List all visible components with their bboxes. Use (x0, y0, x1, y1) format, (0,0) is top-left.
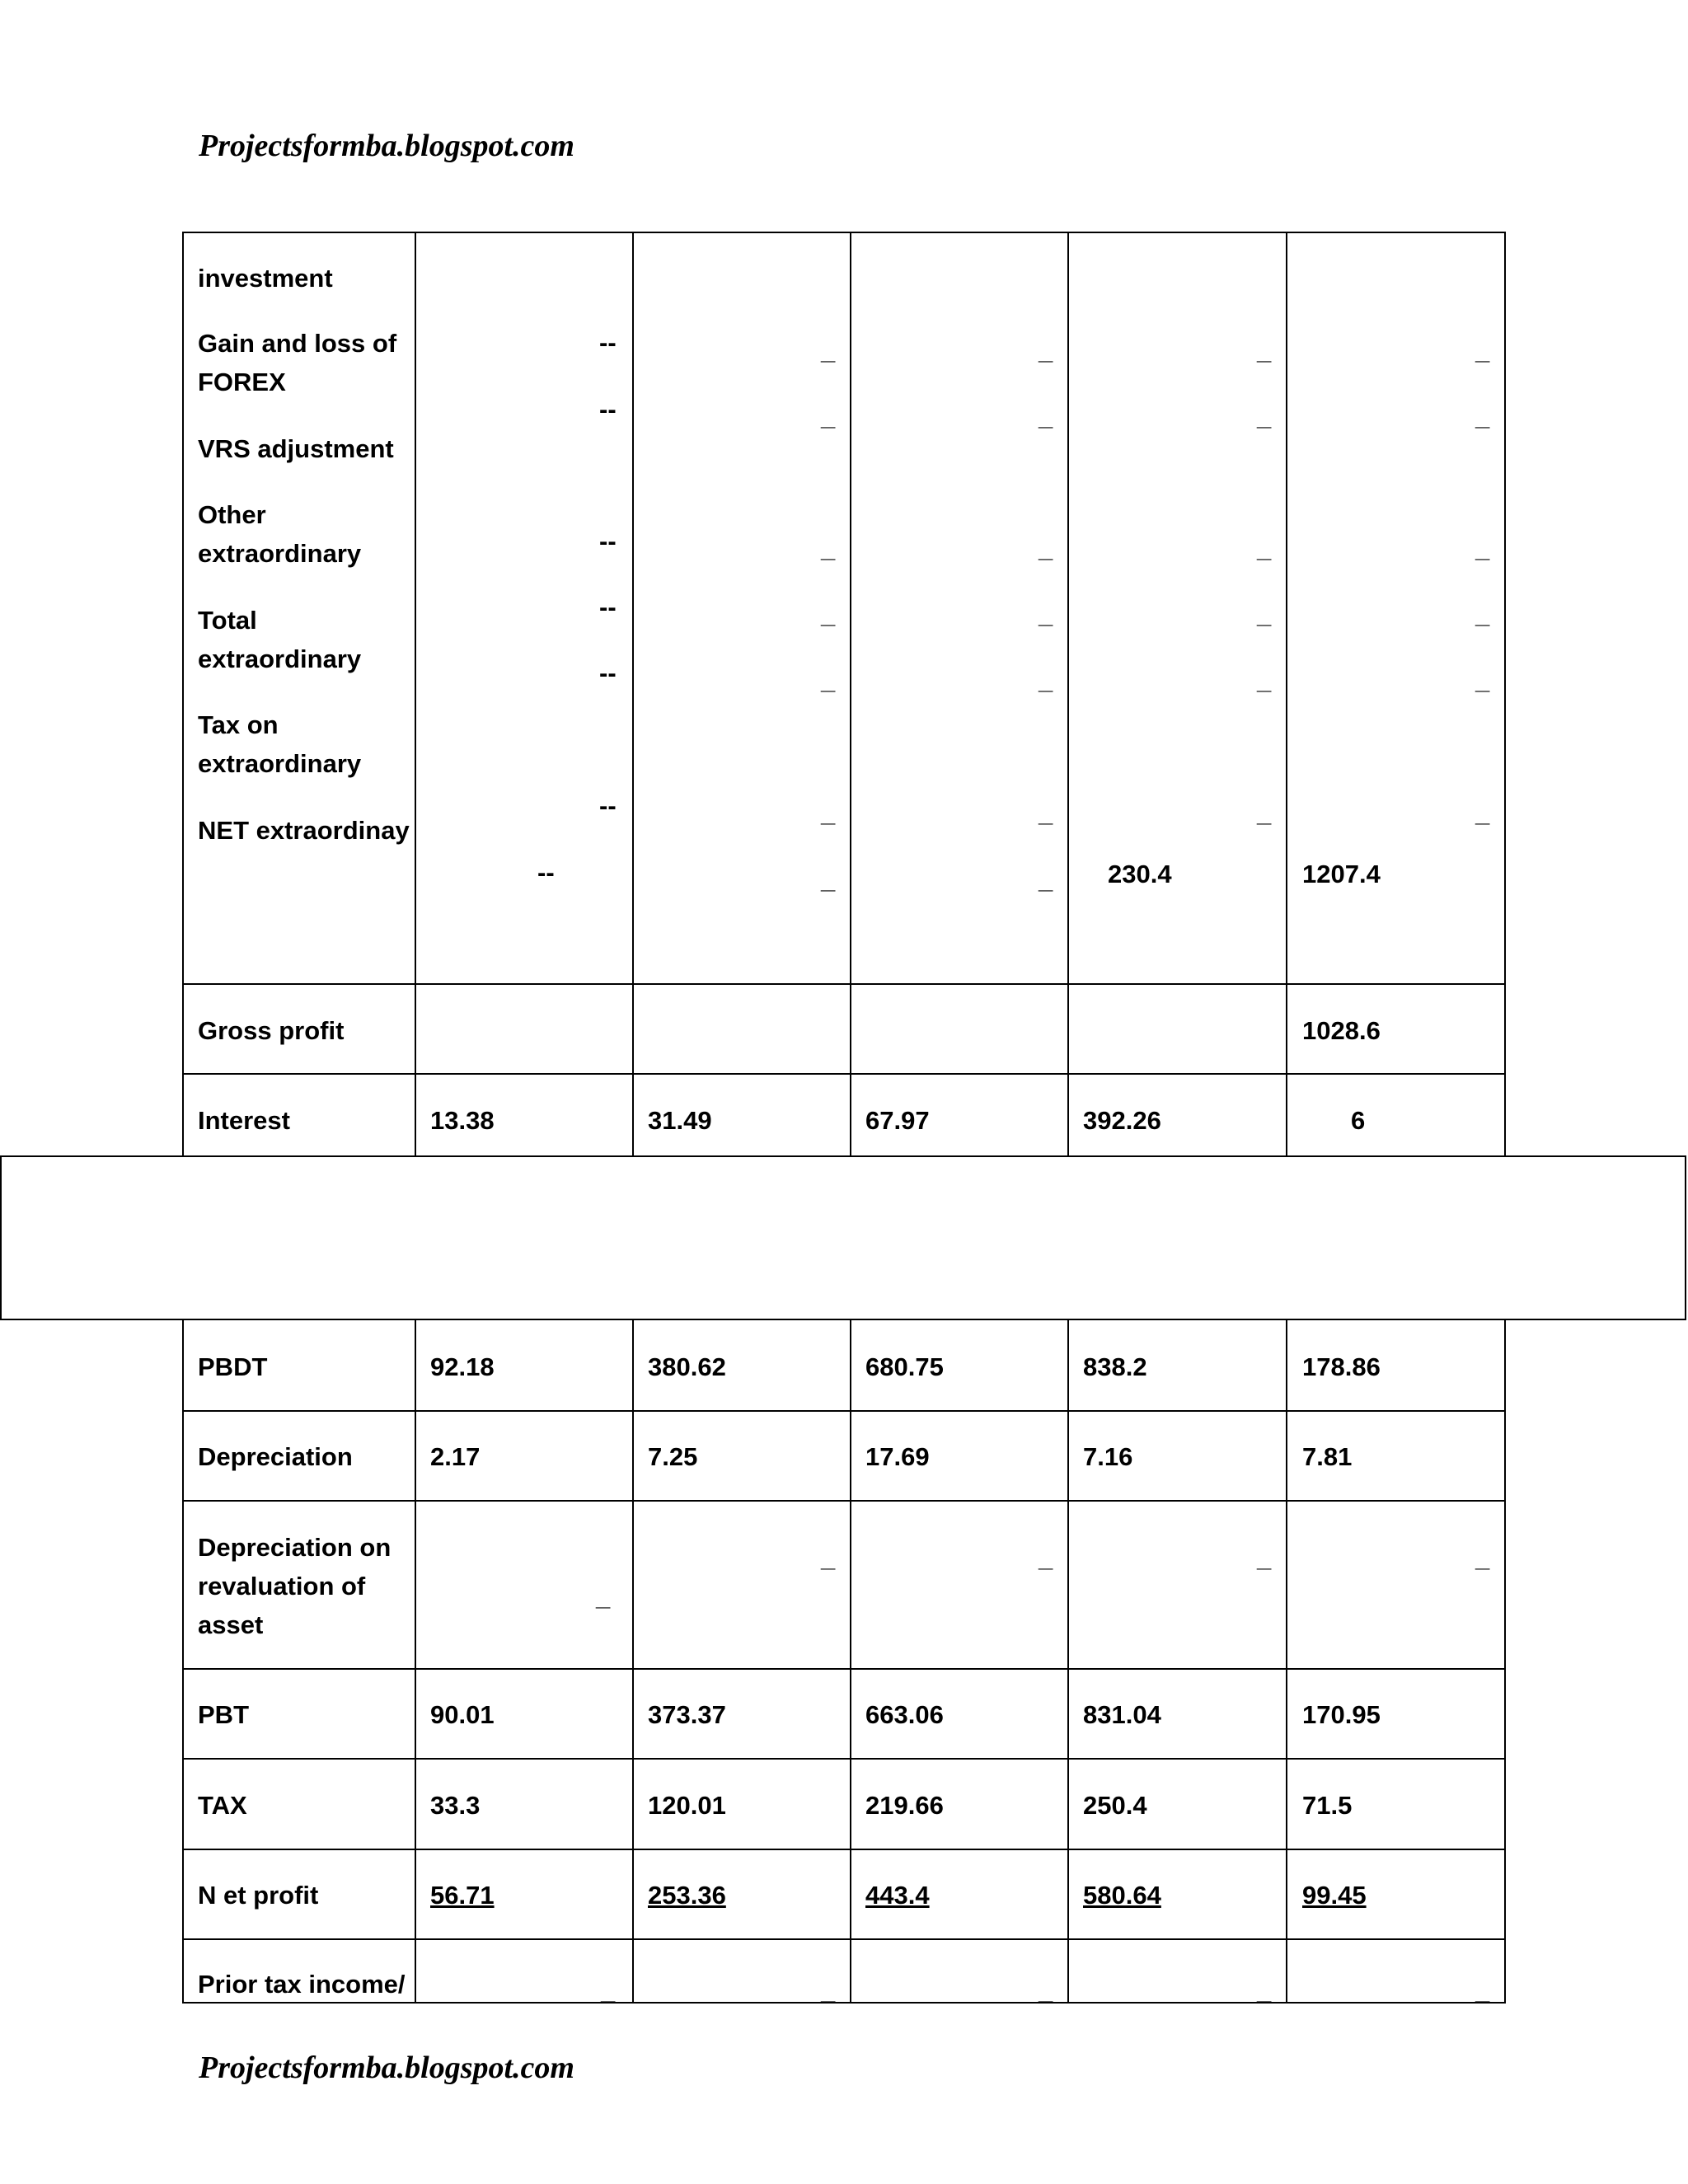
empty-cell-dash: _ (821, 1544, 836, 1572)
row-label: TAX (198, 1791, 247, 1820)
empty-cell-dash: -- (599, 658, 617, 687)
row-divider (182, 983, 1506, 985)
row-label: Gross profit (198, 1016, 345, 1045)
row-divider (182, 1758, 1506, 1760)
row-divider (182, 1849, 1506, 1850)
row-label: extraordinary (198, 539, 362, 568)
empty-cell-dash: _ (1257, 402, 1272, 431)
empty-cell-dash: _ (1039, 402, 1053, 431)
cell-value: 120.01 (648, 1791, 726, 1820)
cell-value: 92.18 (430, 1352, 495, 1381)
cell-value: 2.17 (430, 1442, 481, 1471)
row-label: investment (198, 264, 333, 293)
empty-cell-dash: _ (1039, 666, 1053, 695)
cell-value: 31.49 (648, 1106, 712, 1135)
header-watermark: Projectsformba.blogspot.com (199, 129, 574, 163)
table-border-bottom (182, 2002, 1506, 2004)
row-label: Interest (198, 1106, 290, 1135)
cell-value: 1207.4 (1302, 860, 1381, 888)
empty-cell-dash: _ (1475, 600, 1490, 629)
footer-watermark: Projectsformba.blogspot.com (199, 2050, 574, 2085)
row-label: Tax on (198, 710, 279, 739)
empty-cell-dash: _ (821, 1976, 836, 2005)
cell-value: 373.37 (648, 1700, 726, 1729)
row-label: NET extraordinay (198, 816, 410, 845)
empty-cell-dash: _ (1257, 600, 1272, 629)
cell-value: 56.71 (430, 1881, 495, 1910)
row-label: Total (198, 606, 257, 635)
empty-cell-dash: _ (821, 336, 836, 365)
row-label: asset (198, 1610, 264, 1639)
cell-value: 253.36 (648, 1881, 726, 1910)
empty-cell-dash: _ (1039, 336, 1053, 365)
empty-cell-dash: _ (1475, 666, 1490, 695)
row-label: extraordinary (198, 749, 362, 778)
cell-value: 67.97 (865, 1106, 930, 1135)
cell-value: 13.38 (430, 1106, 495, 1135)
empty-cell-dash: _ (1475, 1544, 1490, 1572)
cell-value: 680.75 (865, 1352, 944, 1381)
row-label: Gain and loss of (198, 329, 397, 358)
empty-cell-dash: -- (537, 858, 555, 887)
empty-cell-dash: _ (1039, 865, 1053, 894)
empty-cell-dash: -- (599, 593, 617, 621)
empty-cell-dash: _ (1257, 534, 1272, 563)
cell-value: 663.06 (865, 1700, 944, 1729)
table-border-left (182, 232, 184, 2004)
table-border-top (182, 232, 1506, 233)
row-label: Depreciation (198, 1442, 353, 1471)
cell-value: 250.4 (1083, 1791, 1147, 1820)
cell-value: 1028.6 (1302, 1016, 1381, 1045)
empty-cell-dash: _ (1475, 402, 1490, 431)
row-label: N et profit (198, 1881, 319, 1910)
empty-cell-dash: _ (1039, 1976, 1053, 2005)
cell-value: 178.86 (1302, 1352, 1381, 1381)
empty-cell-dash: _ (1257, 336, 1272, 365)
empty-cell-dash: _ (596, 1582, 611, 1611)
cell-value: 17.69 (865, 1442, 930, 1471)
empty-cell-dash: _ (1475, 534, 1490, 563)
empty-cell-dash: _ (1257, 799, 1272, 827)
blank-overlay-box (0, 1155, 1686, 1320)
cell-value: 392.26 (1083, 1106, 1161, 1135)
cell-value: 90.01 (430, 1700, 495, 1729)
row-label: PBDT (198, 1352, 268, 1381)
row-divider (182, 1500, 1506, 1502)
empty-cell-dash: -- (599, 791, 617, 820)
cell-value: 7.16 (1083, 1442, 1133, 1471)
empty-cell-dash: _ (1039, 534, 1053, 563)
empty-cell-dash: _ (1257, 1544, 1272, 1572)
empty-cell-dash: _ (1039, 1544, 1053, 1572)
cell-value: 7.25 (648, 1442, 698, 1471)
empty-cell-dash: _ (821, 534, 836, 563)
row-label: VRS adjustment (198, 434, 394, 463)
cell-value: 831.04 (1083, 1700, 1161, 1729)
empty-cell-dash: _ (1475, 336, 1490, 365)
empty-cell-dash: _ (1257, 666, 1272, 695)
column-divider (1286, 232, 1287, 2004)
cell-value: 580.64 (1083, 1881, 1161, 1910)
empty-cell-dash: -- (599, 527, 617, 555)
empty-cell-dash: -- (599, 328, 617, 357)
empty-cell-dash: _ (821, 666, 836, 695)
row-label: PBT (198, 1700, 249, 1729)
empty-cell-dash: _ (1039, 799, 1053, 827)
table-border-right (1504, 232, 1506, 2004)
row-divider (182, 1938, 1506, 1940)
cell-value: 219.66 (865, 1791, 944, 1820)
row-divider (182, 1668, 1506, 1670)
empty-cell-dash: _ (601, 1976, 616, 2005)
empty-cell-dash: _ (1475, 799, 1490, 827)
cell-value: 838.2 (1083, 1352, 1147, 1381)
empty-cell-dash: _ (1039, 600, 1053, 629)
cell-value: 6 (1351, 1106, 1366, 1135)
empty-cell-dash: _ (821, 865, 836, 894)
empty-cell-dash: _ (1475, 1976, 1490, 2005)
cell-value: 71.5 (1302, 1791, 1353, 1820)
empty-cell-dash: _ (821, 402, 836, 431)
cell-value: 230.4 (1108, 860, 1172, 888)
cell-value: 7.81 (1302, 1442, 1353, 1471)
empty-cell-dash: _ (821, 799, 836, 827)
empty-cell-dash: _ (1257, 1976, 1272, 2005)
row-label: revaluation of (198, 1572, 366, 1601)
row-label: extraordinary (198, 644, 362, 673)
empty-cell-dash: _ (821, 600, 836, 629)
column-divider (1067, 232, 1069, 2004)
column-divider (632, 232, 634, 2004)
cell-value: 380.62 (648, 1352, 726, 1381)
cell-value: 99.45 (1302, 1881, 1367, 1910)
row-label: Depreciation on (198, 1533, 392, 1562)
empty-cell-dash: -- (599, 395, 617, 424)
column-divider (415, 232, 416, 2004)
row-label: FOREX (198, 368, 286, 396)
column-divider (850, 232, 851, 2004)
row-divider (182, 1410, 1506, 1412)
row-label: Prior tax income/ (198, 1970, 406, 1999)
row-divider (182, 1073, 1506, 1075)
cell-value: 443.4 (865, 1881, 930, 1910)
cell-value: 170.95 (1302, 1700, 1381, 1729)
cell-value: 33.3 (430, 1791, 481, 1820)
row-label: Other (198, 500, 266, 529)
